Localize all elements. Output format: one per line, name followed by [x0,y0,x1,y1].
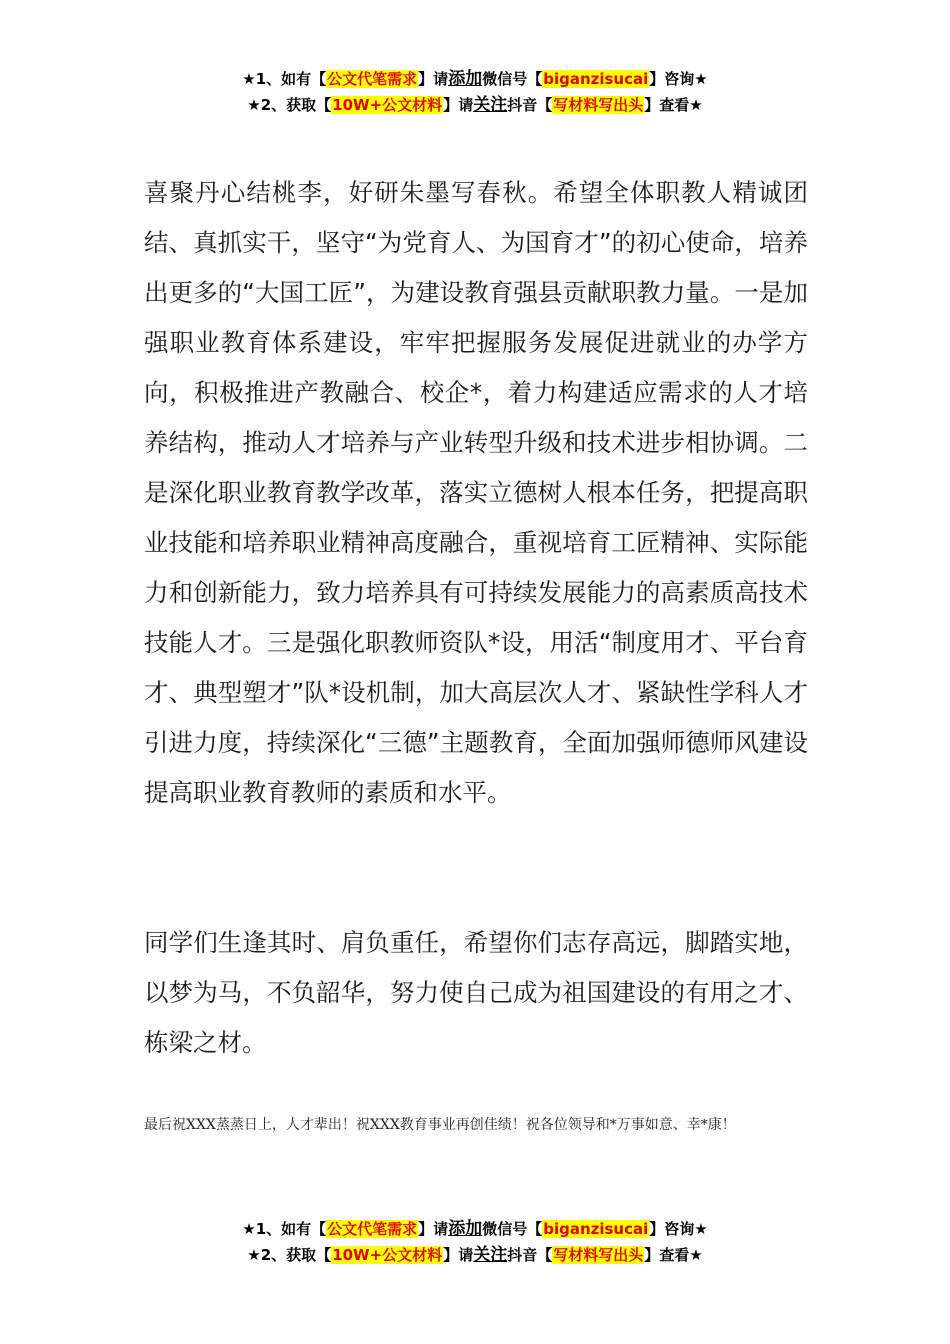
body-paragraph-1: 喜聚丹心结桃李，好研朱墨写春秋。希望全体职教人精诚团结、真抓实干，坚守“为党育人、为国育才”的初心使命，培养出更多的“大国工匠”，为建设教育强县贡献职教力量。一是加强职业教育体系建设，牢牢把握服务发展促进就业的办学方向，积极推进产教融合、校企*，着力构建适应需求的人才培养结构，推动人才培养与产业转型升级和技术进步相协调。二是深化职业教育教学改革，落实立德树人根本任务，把提高职业技能和培养职业精神高度融合，重视培育工匠精神、实际能力和创新能力，致力培养具有可持续发展能力的高素质高技术技能人才。三是强化职教师资队*设，用活“制度用才、平台育才、典型塑才”队*设机制，加大高层次人才、紧缺性学科人才引进力度，持续深化“三德”主题教育，全面加强师德师风建设提高职业教育教师的素质和水平。 [144,178,808,807]
emphasis-follow: 关注 [473,1245,508,1265]
banner-text: 】查看★ [644,1246,703,1264]
banner-text: 微信号【 [482,1220,543,1238]
banner-text: ★1、如有【 [242,1220,327,1238]
banner-line-2 [0,92,950,118]
banner-text: ★2、获取【 [247,1246,332,1264]
highlight-wechat-id: biganzisucai [543,70,649,88]
highlight-wechat-id: biganzisucai [543,1220,649,1238]
highlight-douyin: 写材料写出头 [553,1246,644,1264]
highlight-materials: 10W+公文材料 [332,1246,443,1264]
header-banner [0,66,950,118]
highlight-materials: 10W+公文材料 [332,96,443,114]
banner-text: 微信号【 [482,70,543,88]
highlight-service: 公文代笔需求 [327,70,418,88]
banner-text: 抖音【 [507,1246,553,1264]
highlight-douyin: 写材料写出头 [553,96,644,114]
banner-line-2 [0,1242,950,1268]
emphasis-add: 添加 [448,1219,483,1239]
footer-banner [0,1216,950,1268]
banner-text: 】请 [418,70,449,88]
banner-text: ★1、如有【 [242,70,327,88]
closing-text: 最后祝XXX蒸蒸日上，人才辈出！祝XXX教育事业再创佳绩！祝各位领导和*万事如意、幸*康！ [144,1117,736,1133]
banner-text: 】请 [443,1246,474,1264]
highlight-service: 公文代笔需求 [327,1220,418,1238]
banner-line-1 [0,66,950,92]
emphasis-add: 添加 [448,69,483,89]
banner-text: 】咨询★ [649,1220,708,1238]
banner-text: ★2、获取【 [247,96,332,114]
banner-text: 】查看★ [644,96,703,114]
banner-text: 抖音【 [507,96,553,114]
banner-text: 】咨询★ [649,70,708,88]
banner-line-1 [0,1216,950,1242]
banner-text: 】请 [418,1220,449,1238]
emphasis-follow: 关注 [473,95,508,115]
body-paragraph-2: 同学们生逢其时、肩负重任，希望你们志存高远，脚踏实地，以梦为马，不负韶华，努力使自己成为祖国建设的有用之才、栋梁之材。 [144,928,808,1057]
banner-text: 】请 [443,96,474,114]
